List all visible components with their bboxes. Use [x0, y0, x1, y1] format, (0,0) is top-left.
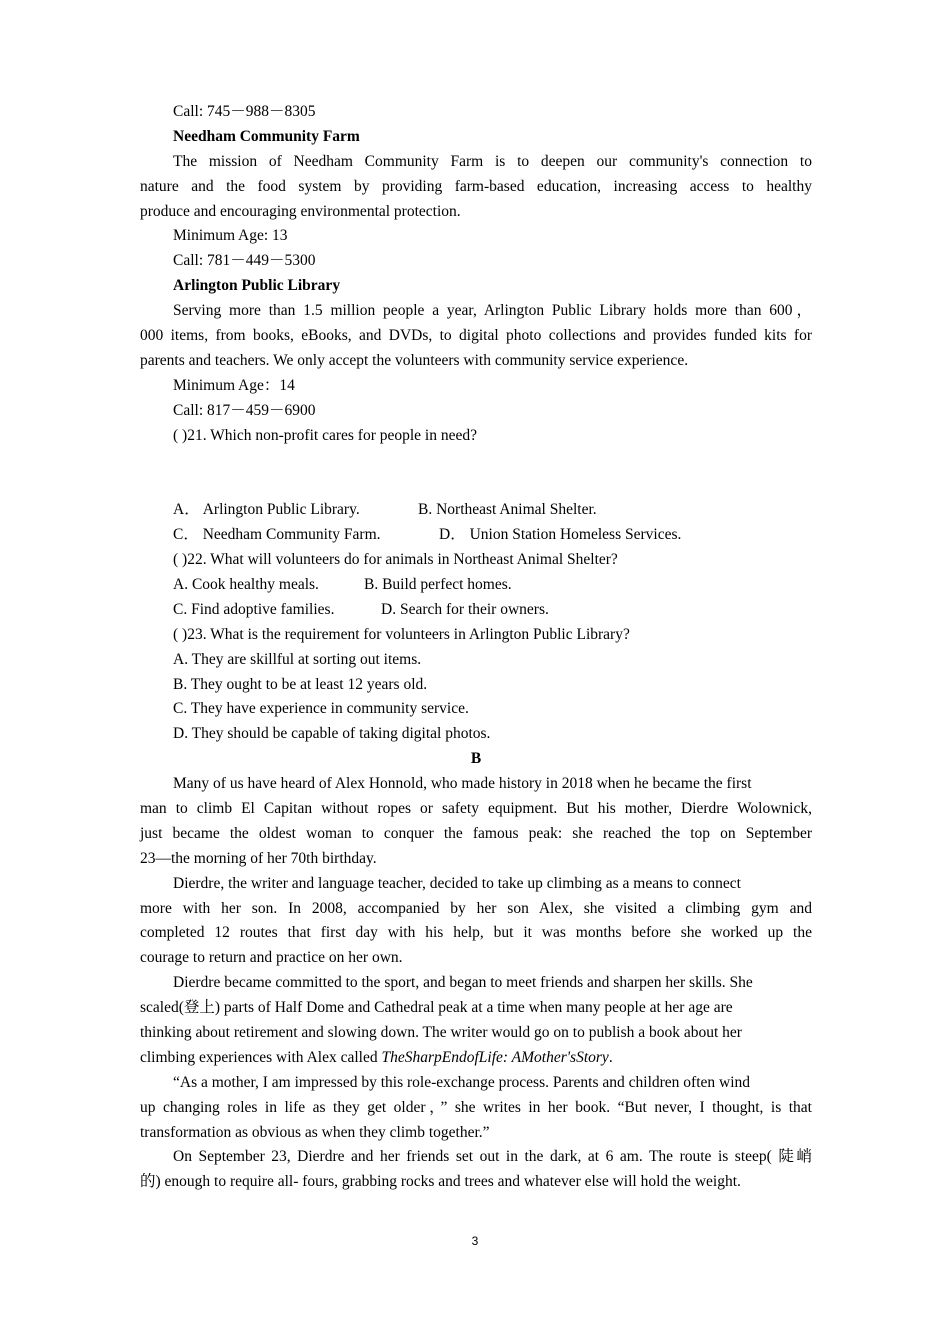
paragraph-line: man to climb El Capitan without ropes or safety equipment. But his mother, Dierdre Wolownick, [140, 799, 812, 817]
page-content [140, 100, 812, 1195]
answer-gap [140, 448, 812, 498]
paragraph-line: 的) enough to require all- fours, grabbing rocks and trees and whatever else will hold the weight. [140, 1173, 741, 1191]
paragraph-line: Dierdre, the writer and language teacher, decided to take up climbing as a means to connect [173, 874, 741, 892]
needham-call: Call: 781－449－5300 [173, 252, 316, 270]
question-21-options-row [140, 498, 812, 523]
option-a: A. They are skillful at sorting out items. [173, 650, 422, 668]
paragraph-line: just became the oldest woman to conquer the famous peak: she reached the top on September [140, 824, 812, 842]
arlington-min-age: Minimum Age：14 [173, 376, 295, 394]
question-21-options-row [140, 523, 812, 548]
option-b: B. Northeast Animal Shelter. [418, 501, 597, 519]
paragraph-line: more with her son. In 2008, accompanied by her son Alex, she visited a climbing gym and [140, 899, 812, 917]
paragraph-line: Many of us have heard of Alex Honnold, who made history in 2018 when he became the first [173, 775, 752, 793]
paragraph-line: On September 23, Dierdre and her friends set out in the dark, at 6 am. The route is steep( 陡峭 [173, 1148, 812, 1166]
option-b: B. Build perfect homes. [364, 575, 512, 593]
option-c: C． Needham Community Farm. [173, 526, 381, 544]
text-run: . [608, 1048, 613, 1066]
option-a: A. Cook healthy meals. [173, 575, 319, 593]
question-21-stem: ( )21. Which non-profit cares for people in need? [173, 426, 477, 444]
option-b: B. They ought to be at least 12 years old. [173, 675, 428, 693]
paragraph-line [140, 1046, 812, 1071]
arlington-call: Call: 817－459－6900 [173, 401, 316, 419]
text-run: climbing experiences with Alex called [140, 1048, 382, 1066]
option-c: C. They have experience in community service. [173, 700, 469, 718]
option-d: D． Union Station Homeless Services. [439, 526, 682, 544]
paragraph-line: completed 12 routes that first day with his help, but it was months before she worked up the [140, 924, 812, 942]
needham-min-age: Minimum Age: 13 [173, 227, 288, 245]
needham-desc-line: The mission of Needham Community Farm is to deepen our community's connection to [173, 152, 812, 170]
paragraph-line: transformation as obvious as when they climb together.” [140, 1123, 490, 1141]
arlington-desc-line: parents and teachers. We only accept the volunteers with community service experience. [140, 351, 689, 369]
paragraph-line: courage to return and practice on her own. [140, 949, 403, 967]
option-a: A． Arlington Public Library. [173, 501, 360, 519]
paragraph-line: 23—the morning of her 70th birthday. [140, 849, 377, 867]
needham-desc-line: nature and the food system by providing farm-based education, increasing access to healthy [140, 177, 812, 195]
book-title: TheSharpEndofLife: AMother'sStory [381, 1048, 609, 1066]
arlington-heading: Arlington Public Library [173, 277, 341, 295]
paragraph-line: thinking about retirement and slowing down. The writer would go on to publish a book about her [140, 1023, 742, 1041]
arlington-desc-line: Serving more than 1.5 million people a year, Arlington Public Library holds more than 600， [173, 302, 812, 320]
needham-desc-line: produce and encouraging environmental protection. [140, 202, 461, 220]
question-22-options-row [140, 573, 812, 598]
option-d: D. Search for their owners. [381, 600, 549, 618]
option-c: C. Find adoptive families. [173, 600, 335, 618]
needham-heading: Needham Community Farm [173, 127, 360, 145]
option-d: D. They should be capable of taking digital photos. [173, 725, 491, 743]
paragraph-line: Dierdre became committed to the sport, and began to meet friends and sharpen her skills. She [173, 974, 753, 992]
question-22-options-row [140, 598, 812, 623]
paragraph-line: scaled(登上) parts of Half Dome and Cathedral peak at a time when many people at her age are [140, 999, 733, 1017]
paragraph-line: “As a mother, I am impressed by this role-exchange process. Parents and children often wind [173, 1073, 751, 1091]
section-b-heading: B [470, 750, 482, 768]
question-23-stem: ( )23. What is the requirement for volunteers in Arlington Public Library? [173, 625, 630, 643]
union-station-call: Call: 745－988－8305 [173, 103, 316, 120]
page-number: 3 [471, 1234, 479, 1248]
arlington-desc-line: 000 items, from books, eBooks, and DVDs, to digital photo collections and provides funded kits for [140, 327, 812, 345]
paragraph-line: up changing roles in life as they get older，” she writes in her book. “But never, I thought, is that [140, 1098, 812, 1116]
question-22-stem: ( )22. What will volunteers do for animals in Northeast Animal Shelter? [173, 551, 618, 569]
